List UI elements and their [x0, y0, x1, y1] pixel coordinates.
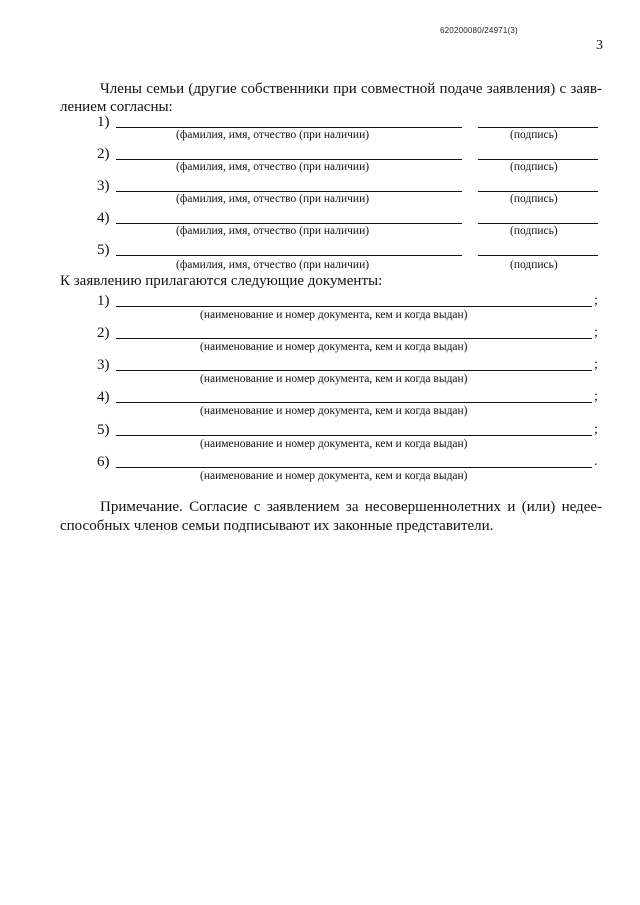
document-row-end: . [594, 454, 598, 469]
document-row-end: ; [594, 422, 598, 437]
document-field[interactable] [116, 402, 592, 403]
member-signature-caption: (подпись) [510, 193, 558, 205]
document-caption: (наименование и номер документа, кем и когда выдан) [200, 438, 468, 450]
document-row-end: ; [594, 357, 598, 372]
document-caption: (наименование и номер документа, кем и когда выдан) [200, 341, 468, 353]
member-signature-caption: (подпись) [510, 225, 558, 237]
document-field[interactable] [116, 338, 592, 339]
member-signature-caption: (подпись) [510, 259, 558, 271]
document-number: 2) [97, 325, 110, 341]
note [60, 498, 602, 536]
document-row-end: ; [594, 325, 598, 340]
document-caption: (наименование и номер документа, кем и когда выдан) [200, 470, 468, 482]
note-line1: Примечание. Согласие с заявлением за несовершеннолетних и (или) недее- [100, 499, 602, 515]
document-number: 4) [97, 389, 110, 405]
document-caption: (наименование и номер документа, кем и когда выдан) [200, 309, 468, 321]
document-field[interactable] [116, 370, 592, 371]
document-row-end: ; [594, 293, 598, 308]
document-field[interactable] [116, 306, 592, 307]
document-field[interactable] [116, 467, 592, 468]
member-name-caption: (фамилия, имя, отчество (при наличии) [176, 129, 370, 141]
member-signature-field[interactable] [478, 255, 598, 256]
members-intro [60, 80, 602, 116]
document-caption: (наименование и номер документа, кем и когда выдан) [200, 405, 468, 417]
document-number: 5) [97, 422, 110, 438]
page-number: 3 [596, 38, 603, 53]
document-field[interactable] [116, 435, 592, 436]
member-number: 3) [97, 178, 110, 194]
member-name-field[interactable] [116, 255, 462, 256]
member-name-caption: (фамилия, имя, отчество (при наличии) [176, 259, 370, 271]
member-signature-caption: (подпись) [510, 129, 558, 141]
members-intro-line2: лением согласны: [60, 99, 173, 115]
member-number: 5) [97, 242, 110, 258]
document-caption: (наименование и номер документа, кем и когда выдан) [200, 373, 468, 385]
member-number: 1) [97, 114, 110, 130]
documents-title: К заявлению прилагаются следующие документы: [60, 273, 383, 289]
document-number: 3) [97, 357, 110, 373]
document-number: 6) [97, 454, 110, 470]
member-number: 2) [97, 146, 110, 162]
document-code: 620200080/24971(3) [440, 26, 518, 35]
members-intro-line1: Члены семьи (другие собственники при совместной подаче заявления) с заяв- [100, 81, 602, 97]
note-line2: способных членов семьи подписывают их законные представители. [60, 518, 494, 534]
member-number: 4) [97, 210, 110, 226]
document-row-end: ; [594, 389, 598, 404]
member-name-caption: (фамилия, имя, отчество (при наличии) [176, 161, 370, 173]
document-number: 1) [97, 293, 110, 309]
member-name-caption: (фамилия, имя, отчество (при наличии) [176, 193, 370, 205]
member-name-caption: (фамилия, имя, отчество (при наличии) [176, 225, 370, 237]
member-signature-caption: (подпись) [510, 161, 558, 173]
